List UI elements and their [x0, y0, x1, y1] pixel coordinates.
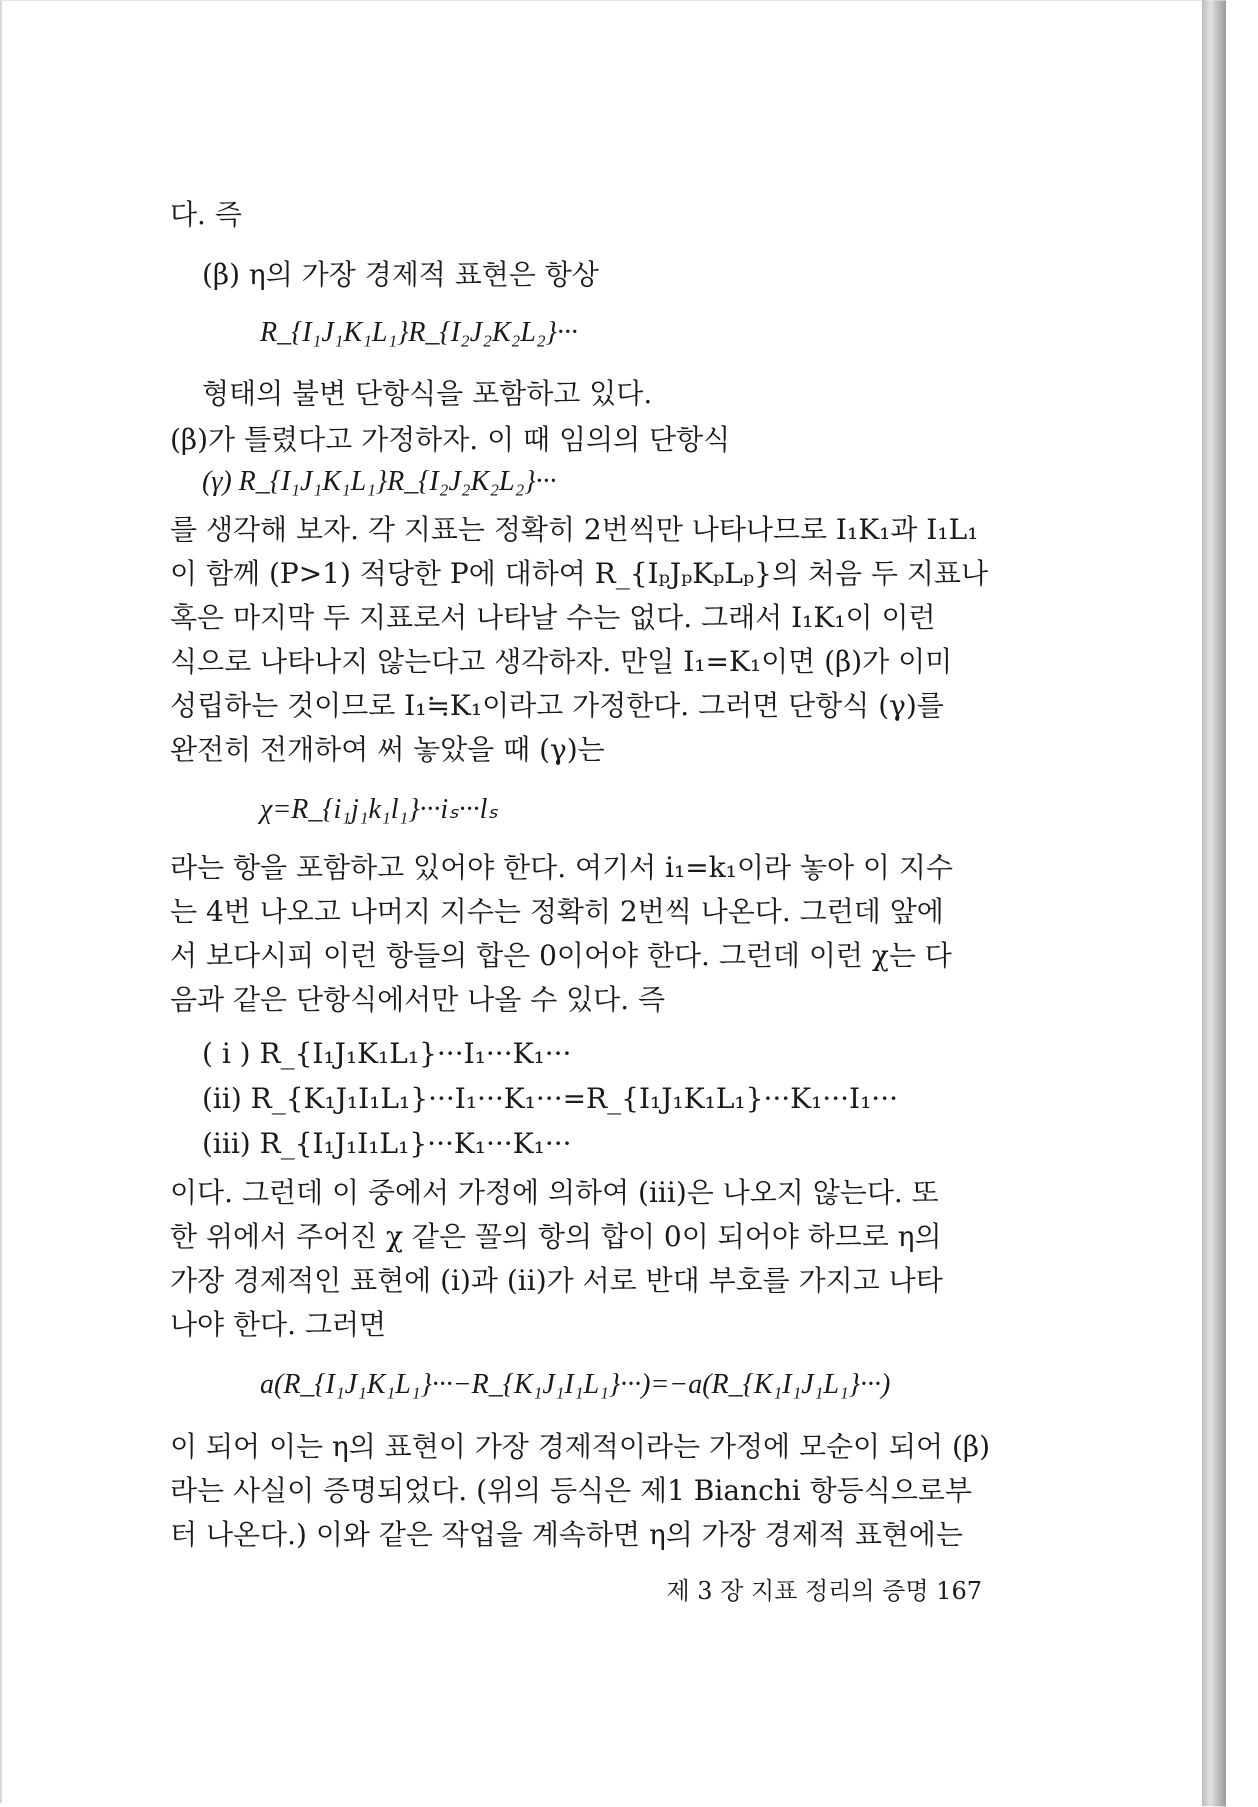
- text-line: 라는 항을 포함하고 있어야 한다. 여기서 i₁=k₁이라 놓아 이 지수: [170, 851, 953, 884]
- text-line: 는 4번 나오고 나머지 지수는 정확히 2번씩 나온다. 그런데 앞에: [170, 895, 944, 928]
- formula-line: (iii) R_{I₁J₁I₁L₁}···K₁···K₁···: [202, 1127, 572, 1160]
- text-line: 혹은 마지막 두 지표로서 나타날 수는 없다. 그래서 I₁K₁이 이런: [170, 601, 936, 634]
- text-line: 형태의 불변 단항식을 포함하고 있다.: [202, 377, 653, 410]
- text-line: 성립하는 것이므로 I₁≒K₁이라고 가정한다. 그러면 단항식 (γ)를: [170, 689, 944, 722]
- text-line: 이 되어 이는 η의 표현이 가장 경제적이라는 가정에 모순이 되어 (β): [170, 1430, 991, 1463]
- text-line: 완전히 전개하여 써 놓았을 때 (γ)는: [170, 733, 605, 766]
- text-line: 나야 한다. 그러면: [170, 1308, 387, 1341]
- formula-line: R_{I₁J₁K₁L₁}R_{I₂J₂K₂L₂}···: [260, 317, 578, 348]
- text-line: 한 위에서 주어진 χ 같은 꼴의 항의 합이 0이 되어야 하므로 η의: [170, 1220, 942, 1253]
- text-line: 터 나온다.) 이와 같은 작업을 계속하면 η의 가장 경제적 표현에는: [170, 1518, 963, 1551]
- text-line: (β) η의 가장 경제적 표현은 항상: [202, 258, 599, 291]
- text-line: 가장 경제적인 표현에 (i)과 (ii)가 서로 반대 부호를 가지고 나타: [170, 1264, 943, 1297]
- page-edge: [1202, 0, 1226, 1807]
- text-line: 식으로 나타나지 않는다고 생각하자. 만일 I₁=K₁이면 (β)가 이미: [170, 645, 953, 678]
- text-line: 음과 같은 단항식에서만 나올 수 있다. 즉: [170, 983, 666, 1016]
- formula-line: χ=R_{i₁j₁k₁l₁}···iₛ···lₛ: [260, 794, 498, 825]
- text-line: (β)가 틀렸다고 가정하자. 이 때 임의의 단항식: [170, 423, 731, 456]
- formula-line: (ii) R_{K₁J₁I₁L₁}···I₁···K₁···=R_{I₁J₁K₁L₁}···K₁···I₁···: [202, 1082, 898, 1115]
- formula-line: ( i ) R_{I₁J₁K₁L₁}···I₁···K₁···: [202, 1037, 572, 1070]
- formula-line: (γ) R_{I₁J₁K₁L₁}R_{I₂J₂K₂L₂}···: [202, 466, 557, 497]
- text-line: 다. 즉: [170, 198, 242, 231]
- text-line: 이 함께 (P>1) 적당한 P에 대하여 R_{IₚJₚKₚLₚ}의 처음 두 지표나: [170, 557, 989, 590]
- text-line: 라는 사실이 증명되었다. (위의 등식은 제1 Bianchi 항등식으로부: [170, 1474, 972, 1507]
- page-footer: 제 3 장 지표 정리의 증명 167: [666, 1577, 982, 1605]
- text-line: 서 보다시피 이런 항들의 합은 0이어야 한다. 그런데 이런 χ는 다: [170, 939, 952, 972]
- text-line: 를 생각해 보자. 각 지표는 정확히 2번씩만 나타나므로 I₁K₁과 I₁L₁: [170, 513, 979, 546]
- formula-line: a(R_{I₁J₁K₁L₁}···−R_{K₁J₁I₁L₁}···)=−a(R_{K₁I₁J₁L₁}···): [260, 1369, 891, 1400]
- text-line: 이다. 그런데 이 중에서 가정에 의하여 (iii)은 나오지 않는다. 또: [170, 1176, 939, 1209]
